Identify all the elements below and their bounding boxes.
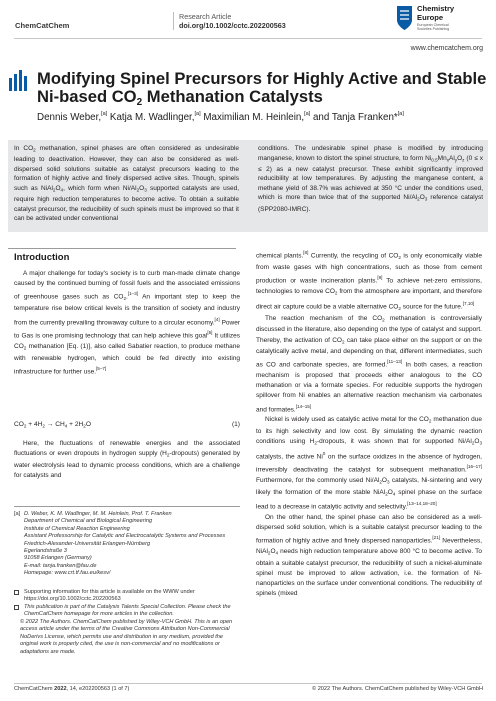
article-title: Modifying Spinel Precursors for Highly Active and Stable Ni-based $CO_2$ Methanation Catalysts bbox=[37, 69, 487, 108]
citation: [5] bbox=[207, 330, 213, 336]
paragraph: A major challenge for today's society is to curb man-made climate change caused by the continued burning of fossil fuels and the associated emissions of greenhouse gases such as $CO_2.[1-3]$ An important step to keep the temperature rise below critical levels is the transition of society and industry from the currently prevailing throwaway culture to a circular economy.[4] Power to Gas is one promising technology that can help achieve this goal[5] It utilizes $CO_2$ methanation [Eq. (1)], also called Sabatier reaction, to produce methane with renewable hydrogen, which could be fed directly into existing infrastructure for further use.[5–7] bbox=[14, 270, 241, 376]
paragraph: Here, the fluctuations of renewable energies and the associated fluctuations or even dropouts in hydrogen supply $(H_2-dropouts)$ generated by water electrolysis lead to dynamic process conditions, which are a challenge for catalysts and bbox=[14, 440, 240, 479]
supporting-info-note[interactable]: Supporting information for this article is available on the WWW under https://doi.org/10.1002/cctc.202200563 bbox=[14, 589, 242, 604]
article-meta bbox=[173, 12, 286, 30]
logo-text: Chemistry Europe bbox=[417, 4, 455, 22]
abstract-right-column: conditions. The undesirable spinel phase is modified by introducing manganese, known to distort the spinel structure, to form $Ni_{0.5}Mn_xAl_yO_z$ (0 ≤ x ≤ 2) as a new catalyst precursor. These exhibit significantly improved reducibility at low temperatures. By adjusting the manganese content, a methane yield of 38.7% was achieved at 350 °C under the conditions used, which is more than twice that of the supported $Ni/Al_2O_3$ reference catalyst (SPP2080-IMRC). bbox=[258, 145, 484, 213]
author-name: Dennis Weber, bbox=[37, 112, 102, 123]
author-affiliation: [a] D. Weber, K. M. Wadlinger, M. M. Heinlein, Prof. T. Franken Department of Chemical and Biological Engineering Institute of Chemical Reaction Engineering Assistant Professorship for Catalytic and Electrocatalytic Systems and Processes Friedrich-Alexander-Universität Erlangen-Nürnberg Egerlandstraße 3 91058 Erlangen (Germany) E-mail: tanja.franken@fau.de Homepage: www.crt.tf.fau.eu/kesv/ bbox=[14, 511, 242, 578]
paragraph: Nickel is widely used as catalytic active metal for the $CO_2$ methanation due to its high selectivity and low cost. By simulating the dynamic reaction conditions using $H_2$-dropouts, it was shown that for supported $Ni/Al_2O_3$ catalysts, the active Ni$^0$ on the surface oxidizes in the absence of hydrogen, irreversibly deactivating the catalyst for subsequent methanation.[16–17] Furthermore, for the commonly used $Ni/Al_2O_3$ catalysts, Ni-sintering and very likely the formation of the more stable $NiAl_2O_4$ spinel phase on the surface lead to a decrease in catalytic activity and selectivity.[13–14,18–20] bbox=[256, 416, 483, 511]
header-divider bbox=[14, 38, 482, 39]
paragraph: On the other hand, the spinel phase can also be considered as a well-dispersed solid solution, which is a suitable catalyst precursor leading to the formation of highly active and finely dispersed nanoparticles.[21] Nevertheless, $NiAl_2O_4$ needs high reduction temperature above 800 °C to become active. To obtain a suitable catalyst precursor, the reducibility of such a nickel-aluminate spinel must be improved to allow activation, i.e. the formation of Ni-nanoparticles on the surface under conventional conditions. The reducibility of spinels (mixed bbox=[256, 513, 482, 598]
page-citation: ChemCatChem 2022, 14, e202200563 (1 of 7) bbox=[14, 686, 130, 692]
footnote-divider bbox=[14, 506, 240, 507]
abstract-left-column: In $CO_2$ methanation, spinel phases are often considered as undesirable leading to deactivation. However, they can also be considered as well-dispersed solid solutions suitable as catalyst precursors leading to the formation of highly active and finely dispersed active sites. Though, spinels such as $NiAl_2O_4$, which form when $Ni/Al_2O_3$ supported catalysts are used, require high reduction temperatures to become active. To obtain a suitable catalyst precursor, the reducibility of such spinels must be improved so that it can be activated under conventional bbox=[14, 145, 240, 223]
homepage-link[interactable]: Homepage: www.crt.tf.fau.eu/kesv/ bbox=[24, 570, 111, 577]
author-name: Katja M. Wadlinger, bbox=[107, 112, 195, 123]
research-article-icon bbox=[8, 69, 28, 91]
author-list bbox=[37, 111, 404, 123]
paragraph: chemical plants.[8] Currently, the recycling of $CO_2$ is only economically viable from waste gases with high concentrations, such as those from cement production or waste incineration plants.[9] To achieve net-zero emissions, technologies to remove $CO_2$ from the atmosphere are important, and therefore direct air capture could be a viable alternative $CO_2$ source for the future.[7,10] bbox=[256, 250, 482, 311]
affiliation-label: [a] bbox=[14, 511, 21, 517]
author-affiliation-mark: [a] bbox=[101, 111, 108, 117]
journal-website-link[interactable]: www.chemcatchem.org bbox=[410, 45, 483, 52]
collection-note: This publication is part of the Catalysis Talents Special Collection. Please check the ChemCatChem homepage for more articles in the collection. bbox=[14, 604, 242, 619]
author-name: and Tanja Franken* bbox=[310, 112, 398, 123]
author-name: Maximilian M. Heinlein, bbox=[200, 112, 305, 123]
citation: [4] bbox=[214, 316, 220, 322]
shield-logo-icon bbox=[396, 5, 413, 31]
citation: [5–7] bbox=[96, 365, 107, 371]
author-affiliation-mark: [a] bbox=[397, 111, 404, 117]
license-note: © 2022 The Authors. ChemCatChem published by Wiley-VCH GmbH. This is an open access article under the terms of the Creative Commons Attribution Non-Commercial NoDerivs License, which permits use and distribution in any medium, provided the original work is properly cited, the use is non-commercial and no modifications or adaptations are made. bbox=[20, 619, 233, 655]
checkbox-icon bbox=[14, 590, 19, 595]
section-divider bbox=[8, 248, 236, 249]
copyright-notice: © 2022 The Authors. ChemCatChem published by Wiley-VCH GmbH bbox=[312, 686, 483, 692]
checkbox-icon bbox=[14, 605, 19, 610]
equation-number: (1) bbox=[231, 421, 240, 428]
citation: [1–3] bbox=[127, 291, 139, 297]
chemistry-europe-logo[interactable] bbox=[396, 3, 488, 35]
body-right-column bbox=[256, 248, 482, 599]
article-type: Research Article bbox=[179, 12, 232, 21]
paragraph: The reaction mechanism of the $CO_2$ methanation is controversially discussed in the literature, also depending on the type of catalyst and support. Thereby, the activation of $CO_2$ can take place either on the support or on the catalytically active metal, and depending on that, different intermediates, such as CO and carbonate species, are formed.[11–13] In both cases, a reaction mechanism is proposed that proceeds either analogous to the CO methanation or via a formate species. For reducible supports the hydrogen spillover from Ni enables an alternative reaction mechanism via carbonates and formates.[14–15] bbox=[256, 314, 482, 414]
section-heading-introduction: Introduction bbox=[14, 252, 70, 263]
author-affiliation-mark: [a] bbox=[194, 111, 201, 117]
body-left-column-top bbox=[14, 269, 240, 377]
equation-1: $CO_2 + 4H_2 \to CH_4 + 2H_2O$ (1) bbox=[14, 421, 240, 429]
article-doi-link[interactable]: doi.org/10.1002/cctc.202200563 bbox=[179, 21, 286, 30]
logo-subtitle: European Chemical Societies Publishing bbox=[417, 23, 450, 32]
body-left-column-bottom bbox=[14, 439, 240, 481]
footer-divider bbox=[14, 683, 482, 684]
journal-name: ChemCatChem bbox=[15, 21, 70, 30]
author-affiliation-mark: [a] bbox=[304, 111, 311, 117]
abstract-box bbox=[8, 140, 488, 232]
corresponding-email-link[interactable]: E-mail: tanja.franken@fau.de bbox=[24, 562, 97, 569]
